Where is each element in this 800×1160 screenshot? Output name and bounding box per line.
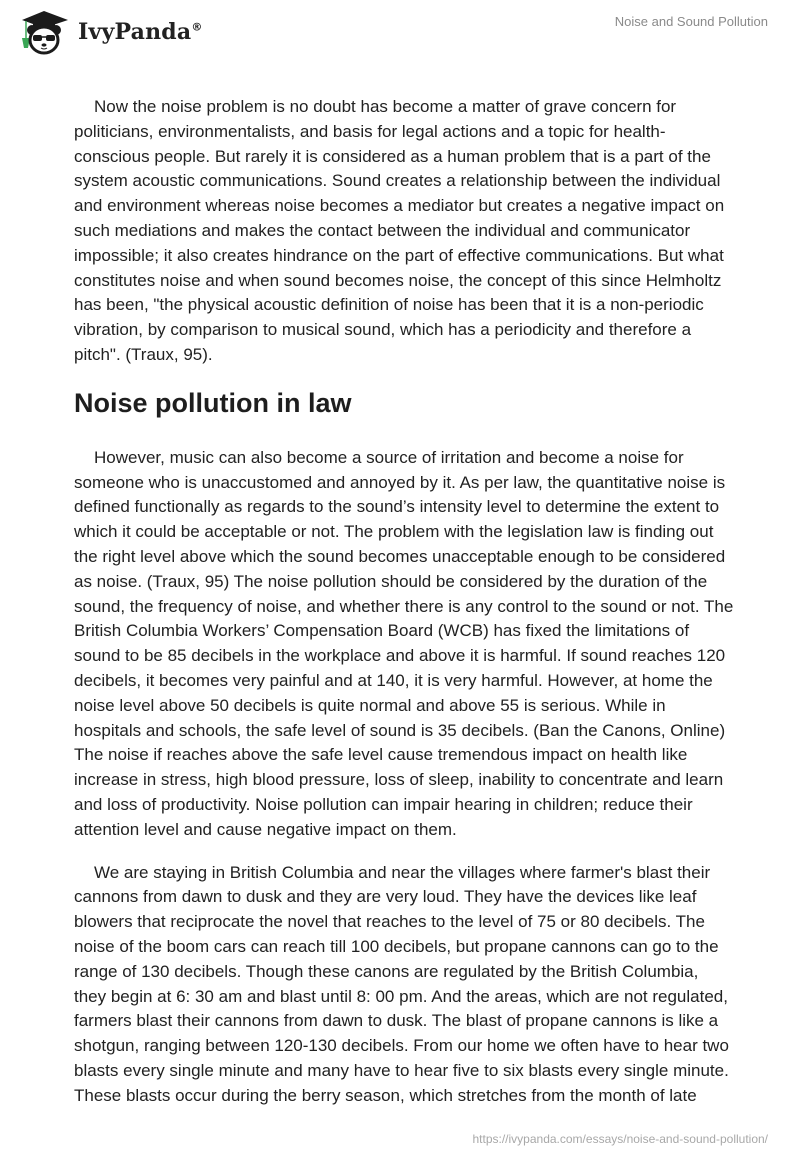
page-header [0,0,800,60]
section-heading: Noise pollution in law [74,387,352,418]
logo[interactable] [16,8,203,56]
paragraph: We are staying in British Columbia and near the villages where farmer's blast their cannons from dawn to dusk and they are very loud. They have the devices like leaf blowers that reciprocate the novel that reaches to the level of 75 or 80 decibels. The noise of the boom cars can reach till 100 decibels, but propane cannons can go to the range of 130 decibels. Though these canons are regulated by the British Columbia, they begin at 6: 30 am and blast until 8: 00 pm. And the areas, which are not regulated, farmers blast their cannons from dawn to dusk. The blast of propane cannons is like a shotgun, ranging between 120-130 decibels. From our home we often have to hear two blasts every single minute and many have to hear five to six blasts every single minute. These blasts occur during the berry season, which stretches from the month of late [74,862,729,1105]
logo-text [78,19,203,45]
panda-graduate-icon [16,8,74,56]
essay-content [74,95,734,1126]
registered-mark: ® [191,20,203,34]
paragraph: However, music can also become a source of irritation and become a noise for someone who is unaccustomed and annoyed by it. As per law, the quantitative noise is defined functionally as regards to the sound’s intensity level to determine the extent to which it could be acceptable or not. The problem with the legislation law is finding out the right level above which the sound becomes unacceptable enough to be considered as noise. (Traux, 95) The noise pollution should be considered by the duration of the sound, the frequency of noise, and whether there is any control to the sound or not. The British Columbia Workers’ Compensation Board (WCB) has fixed the limitations of sound to be 85 decibels in the workplace and above it is harmful. If sound reaches 120 decibels, it becomes very painful and at 140, it is very harmful. However, at home the noise level above 50 decibels is quite normal and above 55 is serious. While in hospitals and schools, the safe level of sound is 35 decibels. (Ban the Canons, Online) The noise if reaches above the safe level cause tremendous impact on health like increase in stress, high blood pressure, loss of sleep, inability to concentrate and learn and loss of productivity. Noise pollution can impair hearing in children; reduce their attention level and cause negative impact on them. [74,447,734,839]
source-url[interactable]: https://ivypanda.com/essays/noise-and-sound-pollution/ [472,1132,768,1146]
document-title: Noise and Sound Pollution [614,14,768,29]
paragraph: Now the noise problem is no doubt has become a matter of grave concern for politicians, environmentalists, and basis for legal actions and a topic for health-conscious people. But rarely it is considered as a human problem that is a part of the system acoustic communications. Sound creates a relationship between the individual and environment whereas noise becomes a mediator but creates a negative impact on such mediations and makes the contact between the individual and communicator impossible; it also creates hindrance on the part of effective communications. But what constitutes noise and when sound becomes noise, the concept of this since Helmholtz has been, "the physical acoustic definition of noise has been that it is a non-periodic vibration, by comparison to musical sound, which has a periodicity and therefore a pitch". (Traux, 95). [74,97,725,364]
logo-wordmark: IvyPanda [78,19,192,45]
